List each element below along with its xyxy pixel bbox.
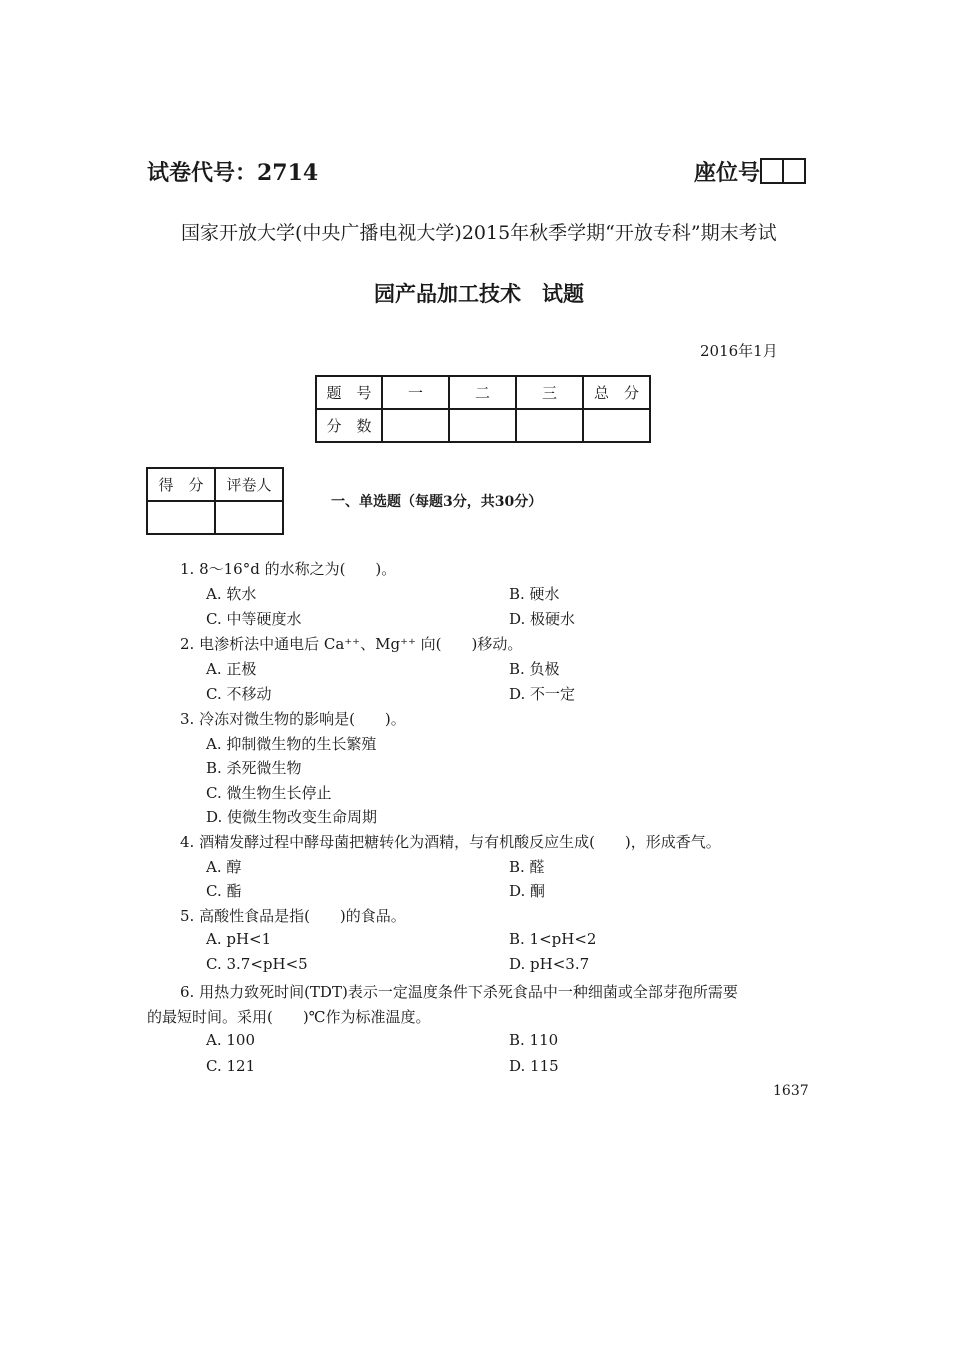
score-table xyxy=(315,375,651,443)
question-option: B. 硬水 xyxy=(509,585,560,603)
page-number: 1637 xyxy=(773,1083,809,1099)
table-cell xyxy=(215,501,283,534)
section-title: 一、单选题（每题3分，共30分） xyxy=(331,494,543,510)
exam-code: 试卷代号：2714 xyxy=(147,160,319,186)
table-row xyxy=(147,501,283,534)
table-cell: 评卷人 xyxy=(215,468,283,501)
question-option: D. pH<3.7 xyxy=(509,955,590,973)
seat-box xyxy=(760,158,784,184)
question-stem: 4. 酒精发酵过程中酵母菌把糖转化为酒精，与有机酸反应生成( )，形成香气。 xyxy=(180,833,721,851)
question-option: A. 100 xyxy=(206,1031,255,1049)
table-cell xyxy=(147,501,215,534)
question-option: C. 中等硬度水 xyxy=(206,610,302,628)
table-row xyxy=(316,409,650,442)
table-cell: 得 分 xyxy=(147,468,215,501)
question-option: B. 1<pH<2 xyxy=(509,930,597,948)
question-option: D. 酮 xyxy=(509,882,546,900)
question-stem: 6. 用热力致死时间(TDT)表示一定温度条件下杀死食品中一种细菌或全部芽孢所需要 xyxy=(180,983,738,1001)
table-cell: 三 xyxy=(516,376,583,409)
seat-label: 座位号 xyxy=(694,160,761,186)
question-option: D. 使微生物改变生命周期 xyxy=(206,808,378,826)
table-row xyxy=(147,468,283,501)
question-option: A. 抑制微生物的生长繁殖 xyxy=(206,735,377,753)
question-option: B. 醛 xyxy=(509,858,545,876)
question-option: C. 3.7<pH<5 xyxy=(206,955,308,973)
exam-date: 2016年1月 xyxy=(700,342,778,360)
question-option: C. 微生物生长停止 xyxy=(206,784,332,802)
table-cell xyxy=(583,409,650,442)
page-title: 园产品加工技术 试题 xyxy=(374,281,584,306)
grader-table xyxy=(146,467,284,535)
question-stem: 5. 高酸性食品是指( )的食品。 xyxy=(180,907,406,925)
question-option: C. 121 xyxy=(206,1057,256,1075)
question-option: C. 酯 xyxy=(206,882,242,900)
seat-box xyxy=(784,158,806,184)
table-cell xyxy=(382,409,449,442)
question-option: A. 正极 xyxy=(206,660,257,678)
question-stem-continued: 的最短时间。采用( )℃作为标准温度。 xyxy=(147,1008,431,1026)
table-cell xyxy=(449,409,516,442)
question-option: B. 杀死微生物 xyxy=(206,759,302,777)
question-option: D. 不一定 xyxy=(509,685,576,703)
question-stem: 1. 8～16°d 的水称之为( )。 xyxy=(180,560,397,578)
table-cell: 二 xyxy=(449,376,516,409)
table-cell xyxy=(516,409,583,442)
university-line: 国家开放大学(中央广播电视大学)2015年秋季学期“开放专科”期末考试 xyxy=(181,222,777,244)
table-cell: 总 分 xyxy=(583,376,650,409)
question-option: A. 醇 xyxy=(206,858,242,876)
question-option: D. 115 xyxy=(509,1057,559,1075)
table-row xyxy=(316,376,650,409)
question-stem: 3. 冷冻对微生物的影响是( )。 xyxy=(180,710,406,728)
table-cell: 题 号 xyxy=(316,376,382,409)
question-option: D. 极硬水 xyxy=(509,610,576,628)
question-option: C. 不移动 xyxy=(206,685,272,703)
seat-number xyxy=(694,156,806,187)
table-cell: 一 xyxy=(382,376,449,409)
question-stem: 2. 电渗析法中通电后 Ca⁺⁺、Mg⁺⁺ 向( )移动。 xyxy=(180,635,523,653)
table-cell: 分 数 xyxy=(316,409,382,442)
question-option: A. 软水 xyxy=(206,585,257,603)
question-option: A. pH<1 xyxy=(206,930,272,948)
question-option: B. 负极 xyxy=(509,660,560,678)
question-option: B. 110 xyxy=(509,1031,559,1049)
